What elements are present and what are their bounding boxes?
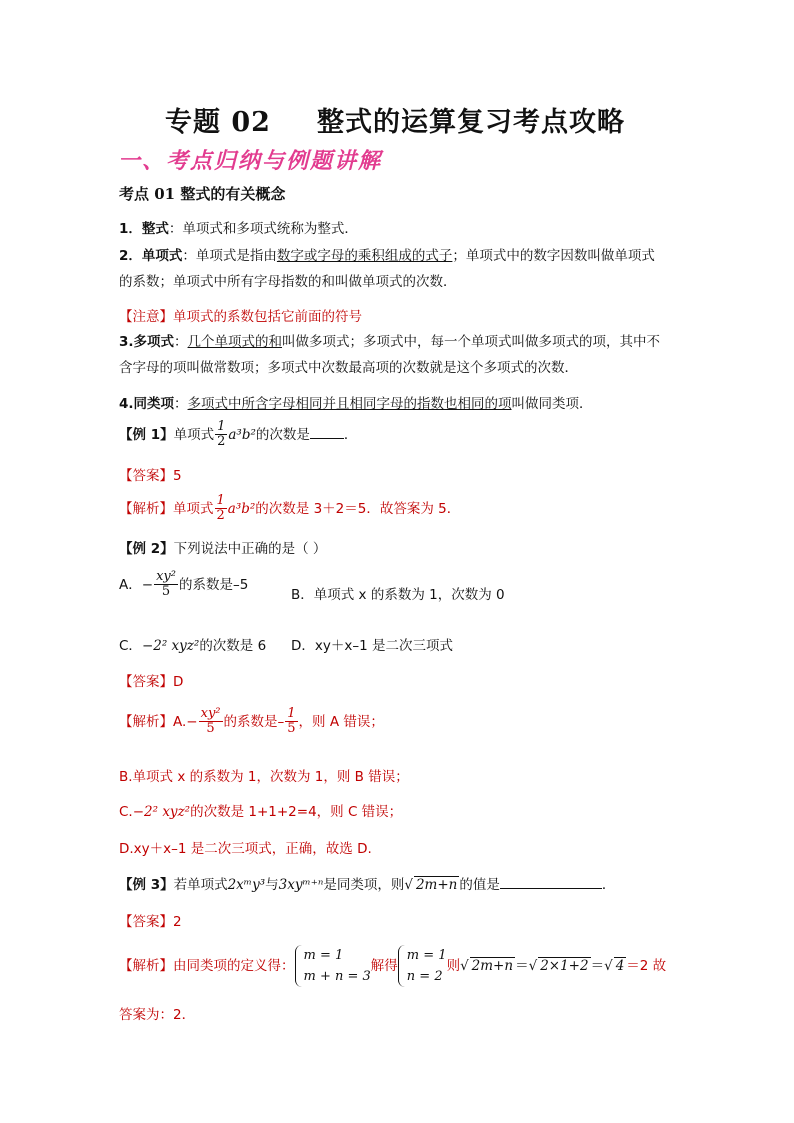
example-2-answer: 【答案】D <box>119 674 184 690</box>
example-2-option-d: D．xy＋x–1 是二次三项式 <box>291 638 453 654</box>
example-2-solution-c: C.−2² xyz²的次数是 1+1+2=4，则 C 错误； <box>119 804 403 820</box>
section-heading: 一、考点归纳与例题讲解 <box>118 149 383 174</box>
kaodian-heading: 考点 01 整式的有关概念 <box>119 185 286 203</box>
example-3-answer: 【答案】2 <box>119 914 182 930</box>
definition-polynomial-integral: 1．整式：单项式和多项式统称为整式． <box>119 221 358 237</box>
example-2-solution-a: 【解析】A.− $\frac{\text{xy²}}{5}$ 的系数是– $\frac{1}{5}$ ，则 A 错误； <box>119 706 384 737</box>
example-1-answer: 【答案】5 <box>119 468 182 484</box>
example-1-solution: 【解析】单项式 $\frac{1}{2}$ a³b²的次数是 3＋2＝5．故答案为 5． <box>119 493 461 524</box>
definition-monomial: 2．单项式：单项式是指由数字或字母的乘积组成的式子；单项式中的数字因数叫做单项式 <box>119 248 655 264</box>
example-2-option-a: A．− $\frac{\text{xy²}}{5}$ 的系数是–5 <box>119 569 249 600</box>
definition-polynomial-line2: 含字母的项叫做常数项；多项式中次数最高项的次数就是这个多项式的次数． <box>119 360 578 376</box>
example-1-question: 【例 1】单项式 $\frac{1}{2}$ a³b²的次数是 ． <box>119 419 358 450</box>
answer-blank <box>310 426 344 439</box>
note: 【注意】单项式的系数包括它前面的符号 <box>119 309 362 325</box>
example-2-option-b: B．单项式 x 的系数为 1，次数为 0 <box>291 587 505 603</box>
equation-system: m = 1 m + n = 3 <box>295 945 371 987</box>
equation-system-solution: m = 1 n = 2 <box>398 945 447 987</box>
example-2-solution-d: D.xy＋x–1 是二次三项式，正确，故选 D. <box>119 841 372 857</box>
definition-like-terms: 4.同类项：多项式中所含字母相同并且相同字母的指数也相同的项叫做同类项． <box>119 396 593 412</box>
example-3-solution-end: 答案为：2． <box>119 1007 196 1023</box>
example-2-question: 【例 2】下列说法中正确的是（ ） <box>119 541 327 557</box>
example-3-solution: 【解析】由同类项的定义得： m = 1 m + n = 3 解得 m = 1 n = 2 则√ 2m+n ＝√ 2×1+2 ＝√ 4 ＝2 故 <box>119 945 666 987</box>
example-2-solution-b: B.单项式 x 的系数为 1，次数为 1，则 B 错误； <box>119 769 409 785</box>
page-title: 专题 02 整式的运算复习考点攻略 <box>165 107 625 138</box>
definition-polynomial: 3.多项式：几个单项式的和叫做多项式；多项式中，每一个单项式叫做多项式的项，其中不 <box>119 334 661 350</box>
example-2-option-c: C．−2² xyz²的次数是 6 <box>119 638 267 654</box>
answer-blank <box>500 876 602 889</box>
fraction: $\frac{1}{2}$ <box>217 419 226 450</box>
example-3-question: 【例 3】若单项式2xᵐy³与3xyᵐ⁺ⁿ是同类项，则√ 2m+n 的值是 ． <box>119 877 616 893</box>
definition-monomial-line2: 的系数；单项式中所有字母指数的和叫做单项式的次数． <box>119 274 457 290</box>
